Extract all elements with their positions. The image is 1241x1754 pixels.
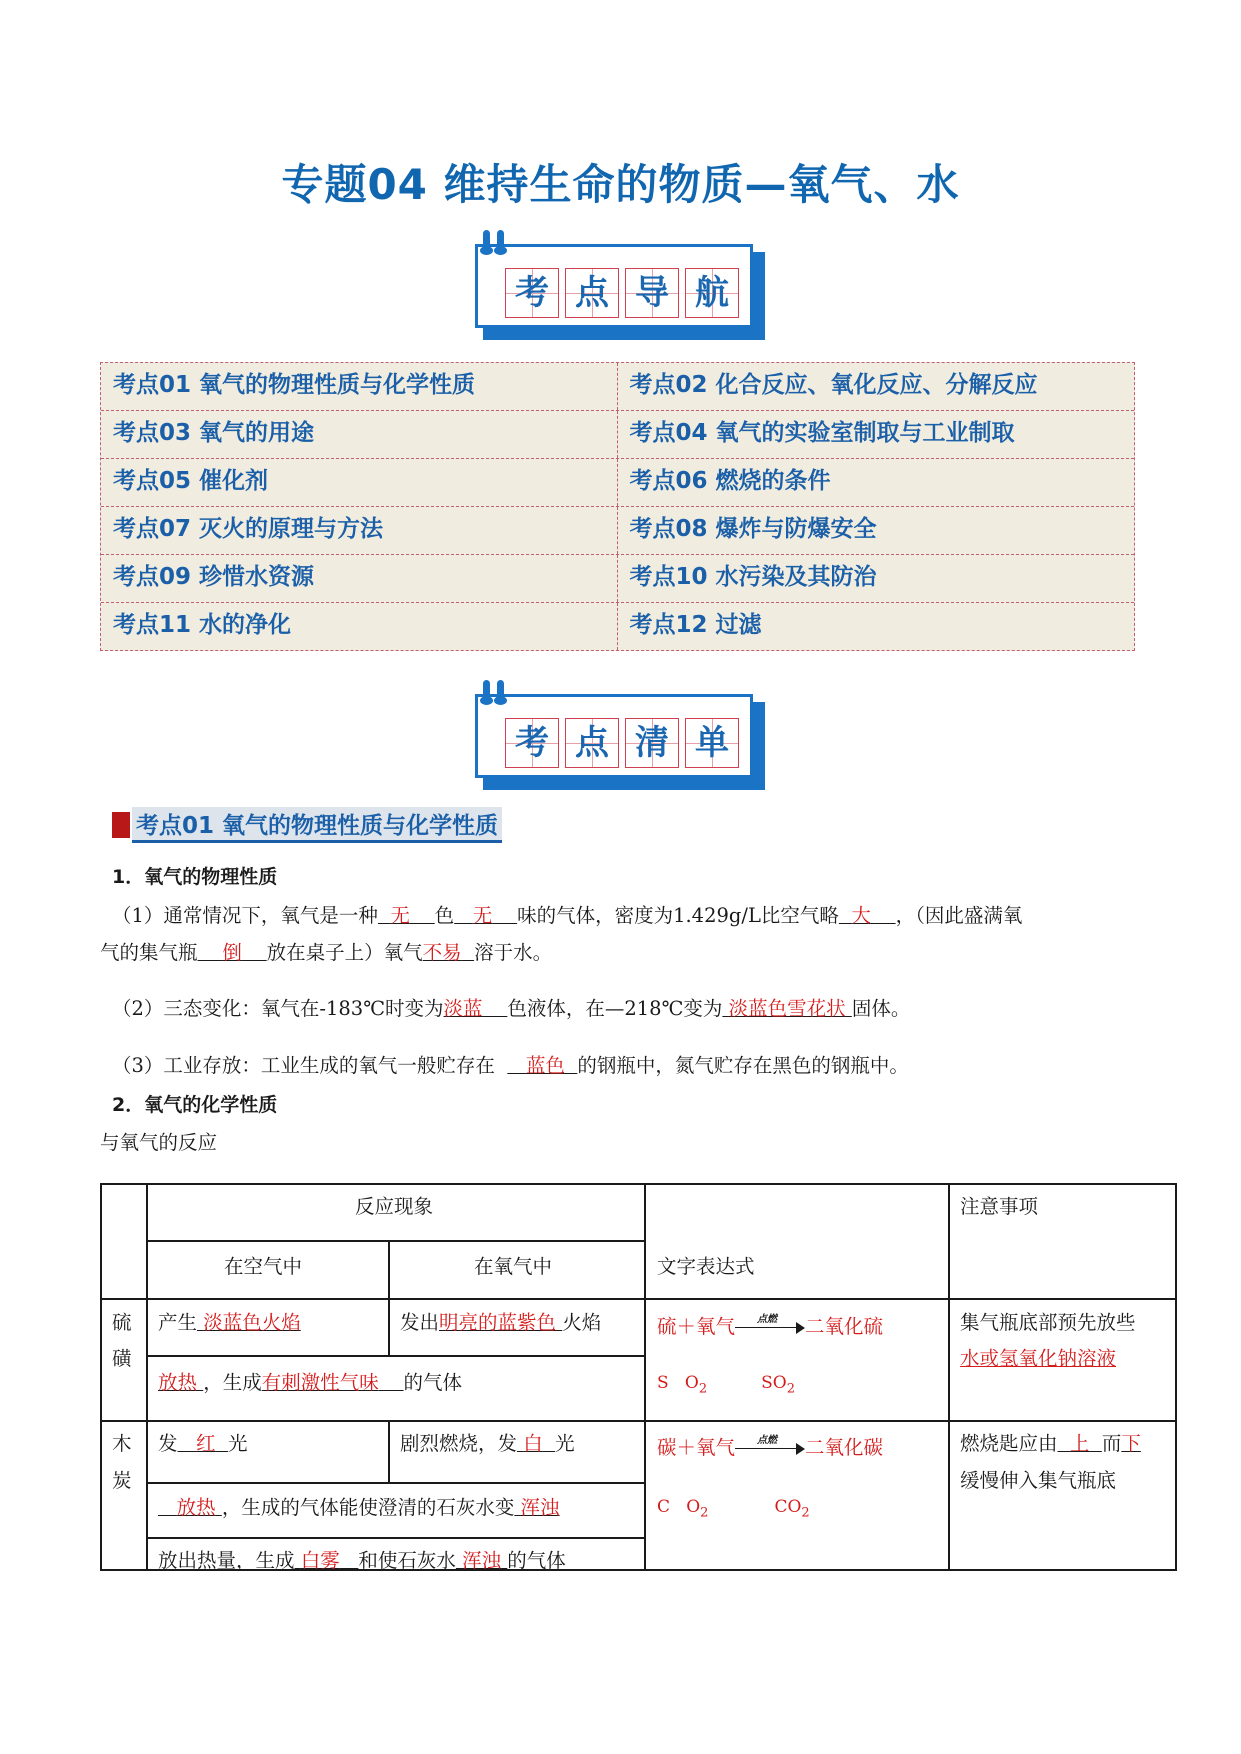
header-equation: 文字表达式 <box>657 1255 755 1278</box>
topic-item[interactable]: 考点03 氧气的用途 <box>101 411 618 458</box>
topic-row <box>101 507 1134 555</box>
sulfur-common: 放热 ，生成有刺激性气味 的气体 <box>158 1371 463 1394</box>
sulfur-in-air: 产生 淡蓝色火焰 <box>158 1311 301 1334</box>
badge-char: 清 <box>625 718 679 768</box>
badge-char: 点 <box>565 718 619 768</box>
chemical-subtitle: 与氧气的反应 <box>100 1131 218 1154</box>
paragraph-2: （2）三态变化：氧气在-183℃时变为淡蓝 色液体，在—218℃变为 淡蓝色雪花状 固体。 <box>112 997 911 1020</box>
topic-item[interactable]: 考点05 催化剂 <box>101 459 618 506</box>
header-phenomenon: 反应现象 <box>355 1195 434 1218</box>
topic-row <box>101 363 1134 411</box>
topic-item[interactable]: 考点08 爆炸与防爆安全 <box>629 516 877 542</box>
row-name-carbon: 炭 <box>112 1469 132 1492</box>
badge-char: 考 <box>505 718 559 768</box>
topic-grid <box>100 362 1135 651</box>
carbon-row-2: 放热 ，生成的气体能使澄清的石灰水变 浑浊 <box>176 1496 560 1519</box>
paragraph-1-line-1: （1）通常情况下，氧气是一种 无 色 无 味的气体，密度为1.429g/L比空气略 大 ，（因此盛满氧 <box>112 904 1023 927</box>
pin-icon <box>483 680 490 702</box>
carbon-note-line-1: 燃烧匙应由 上 而下 <box>960 1432 1141 1455</box>
topic-row <box>101 411 1134 459</box>
badge-char: 导 <box>625 268 679 318</box>
page-title: 专题04 维持生命的物质—氧气、水 <box>281 160 960 209</box>
red-square-icon <box>112 812 130 838</box>
badge-char: 单 <box>685 718 739 768</box>
row-name-carbon: 木 <box>112 1432 132 1455</box>
row-name-sulfur: 磺 <box>112 1347 132 1370</box>
topic-item[interactable]: 考点12 过滤 <box>629 612 762 638</box>
topic-item[interactable]: 考点06 燃烧的条件 <box>629 468 831 494</box>
heading-physical: 1．氧气的物理性质 <box>112 866 278 888</box>
carbon-in-oxygen: 剧烈燃烧，发 白 光 <box>400 1432 575 1455</box>
sulfur-in-oxygen: 发出明亮的蓝紫色 火焰 <box>400 1311 602 1334</box>
paragraph-1-line-2: 气的集气瓶 倒 放在桌子上）氧气不易 溶于水。 <box>100 941 553 964</box>
badge-char: 考 <box>505 268 559 318</box>
header-notes: 注意事项 <box>960 1195 1039 1218</box>
reaction-arrow-icon: 点燃 <box>735 1318 805 1338</box>
header-in-oxygen: 在氧气中 <box>474 1255 553 1278</box>
carbon-equation: 碳＋氧气 点燃 二氧化碳 <box>657 1434 884 1459</box>
topic-item[interactable]: 考点07 灭火的原理与方法 <box>101 507 618 554</box>
badge-char: 航 <box>685 268 739 318</box>
pin-icon <box>497 230 504 252</box>
row-name-sulfur: 硫 <box>112 1311 132 1334</box>
sulfur-symbols: S $O_2$ $SO_2$ <box>657 1373 795 1397</box>
reaction-arrow-icon: 点燃 <box>735 1439 805 1459</box>
topic-row <box>101 555 1134 603</box>
pin-icon <box>483 230 490 252</box>
paragraph-3: （3）工业存放：工业生成的氧气一般贮存在 蓝色 的钢瓶中，氮气贮存在黑色的钢瓶中。 <box>112 1054 909 1077</box>
sulfur-note-line-2: 水或氢氧化钠溶液 <box>960 1347 1117 1370</box>
carbon-row-3: 放出热量，生成 白雾 和使石灰水 浑浊 的气体 <box>158 1549 566 1572</box>
header-in-air: 在空气中 <box>224 1255 303 1278</box>
topic-item[interactable]: 考点04 氧气的实验室制取与工业制取 <box>629 420 1015 446</box>
carbon-note-line-2: 缓慢伸入集气瓶底 <box>960 1469 1117 1492</box>
sulfur-note-line-1: 集气瓶底部预先放些 <box>960 1311 1136 1334</box>
badge-navigation <box>475 244 765 340</box>
carbon-symbols: C $O_2$ $CO_2$ <box>657 1497 810 1521</box>
reaction-table <box>100 1183 1177 1570</box>
badge-list <box>475 694 765 790</box>
topic-item[interactable]: 考点02 化合反应、氧化反应、分解反应 <box>629 372 1038 398</box>
topic-item[interactable]: 考点11 水的净化 <box>101 603 618 650</box>
topic-row <box>101 459 1134 507</box>
pin-icon <box>497 680 504 702</box>
carbon-in-air: 发 红 光 <box>158 1432 248 1455</box>
topic-row <box>101 603 1134 650</box>
badge-char: 点 <box>565 268 619 318</box>
topic-item[interactable]: 考点01 氧气的物理性质与化学性质 <box>101 363 618 410</box>
sulfur-equation: 硫＋氧气 点燃 二氧化硫 <box>657 1313 884 1338</box>
topic-item[interactable]: 考点09 珍惜水资源 <box>101 555 618 602</box>
topic-item[interactable]: 考点10 水污染及其防治 <box>629 564 877 590</box>
heading-chemical: 2．氧气的化学性质 <box>112 1094 278 1116</box>
section-heading: 考点01 氧气的物理性质与化学性质 <box>112 808 502 842</box>
